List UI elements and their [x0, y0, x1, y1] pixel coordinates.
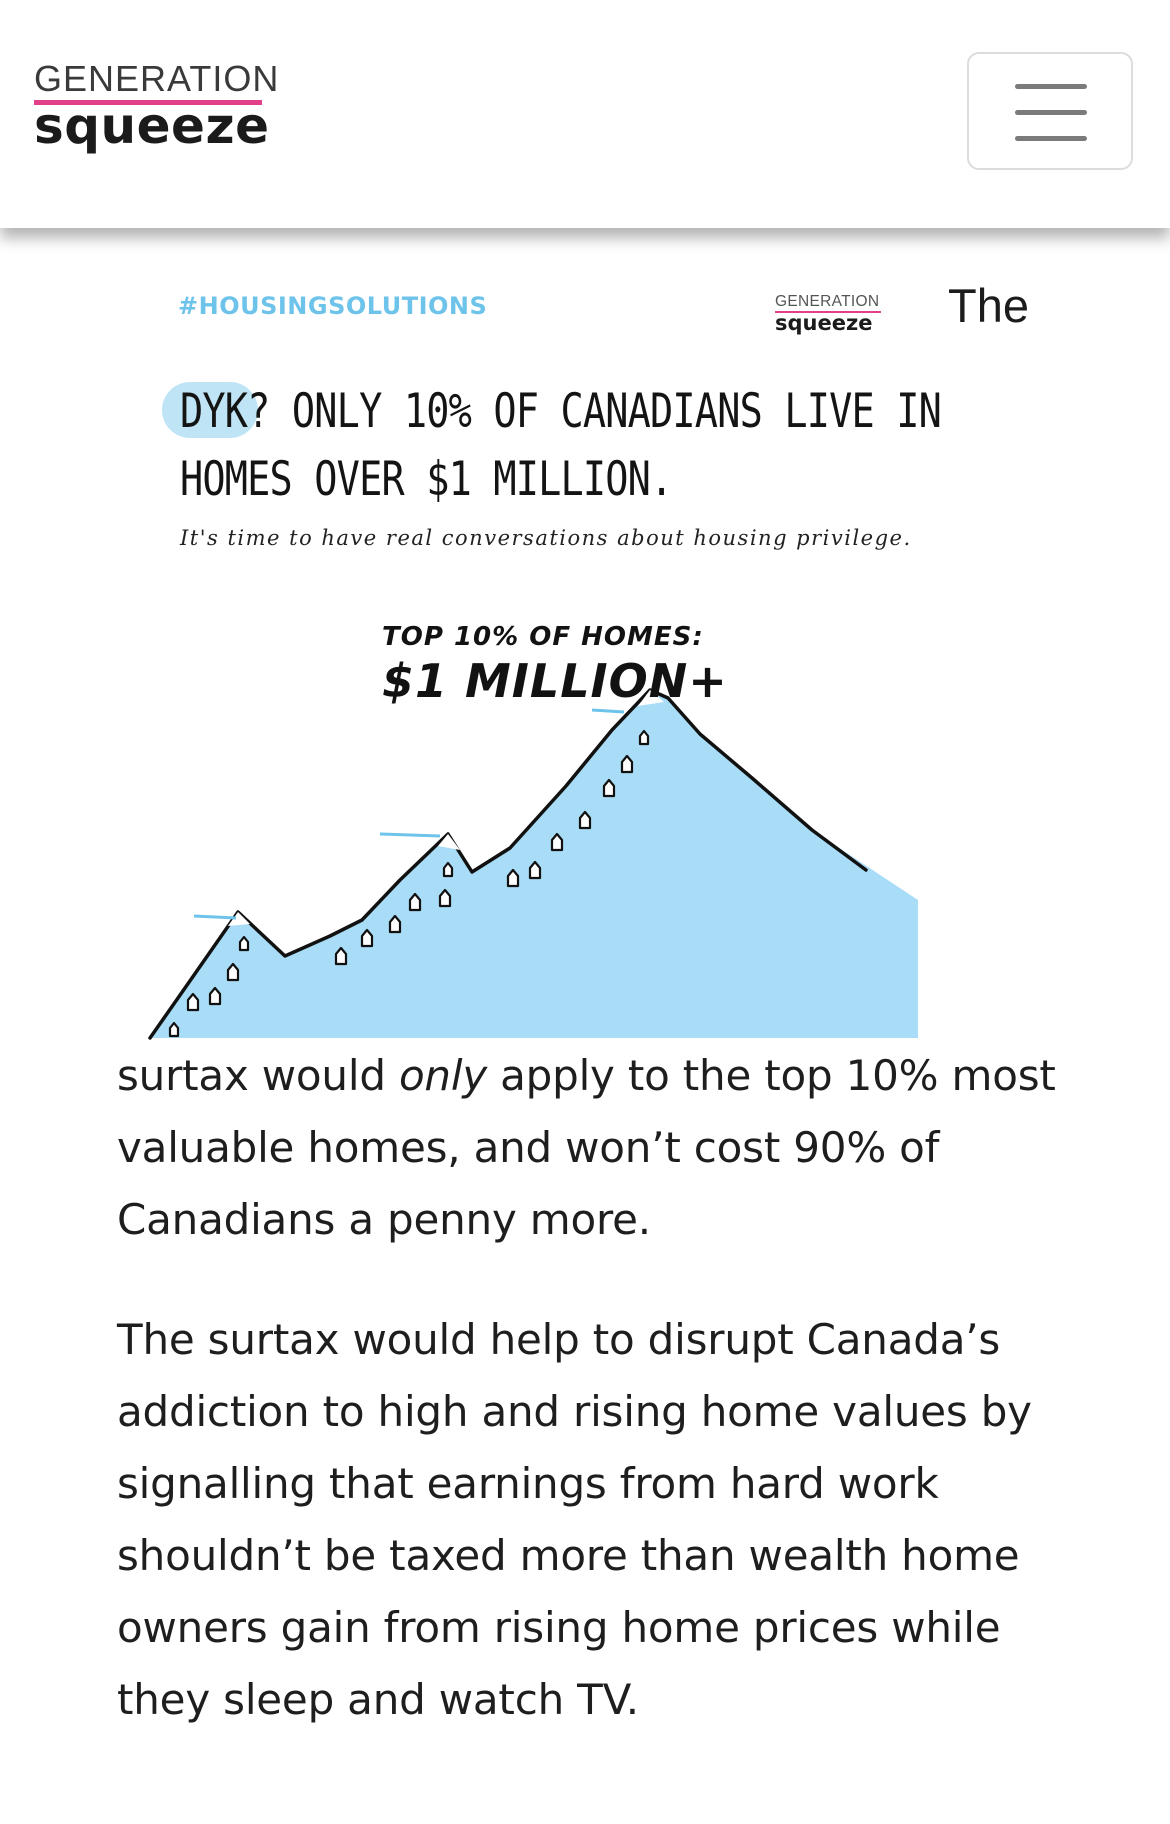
logo-wordmark-top: GENERATION [34, 58, 280, 99]
headline-line-1: DYK? ONLY 10% OF CANADIANS LIVE IN [180, 384, 942, 439]
infographic-logo [775, 294, 883, 334]
infographic-logo-bottom: squeeze [775, 311, 873, 335]
logo-wordmark-bottom: squeeze [34, 97, 270, 155]
para2-text: The surtax would help to disrupt Canada’s addiction to high and rising home values by signalling that earnings from hard work shouldn’t be taxed more than wealth home owners gain from rising home prices while they sleep and watch TV. [117, 1315, 1032, 1724]
para1-start: surtax would [117, 1051, 399, 1100]
para1-emphasis: only [398, 1051, 487, 1100]
peak-marker [380, 834, 440, 836]
headline-subline: It's time to have real conversations about housing privilege. [180, 526, 912, 550]
article-paragraph-1 [117, 1040, 1077, 1256]
headline-line-2: HOMES OVER $1 MILLION. [180, 452, 673, 507]
peak-marker [592, 710, 624, 712]
article-text-fragment: The [948, 279, 1029, 332]
article-paragraph-2 [117, 1304, 1077, 1736]
menu-button[interactable] [967, 52, 1133, 170]
infographic-logo-top: GENERATION [775, 293, 880, 310]
hashtag-label: #HOUSINGSOLUTIONS [178, 292, 488, 320]
para1-end: apply to the top 10% most valuable homes, and won’t cost 90% of Canadians a penny more. [117, 1051, 1056, 1244]
caption-top-homes: TOP 10% OF HOMES: [382, 622, 704, 652]
site-header [0, 0, 1170, 228]
peak-marker [194, 916, 236, 918]
site-logo[interactable] [34, 58, 280, 155]
caption-million: $1 MILLION+ [382, 654, 728, 708]
